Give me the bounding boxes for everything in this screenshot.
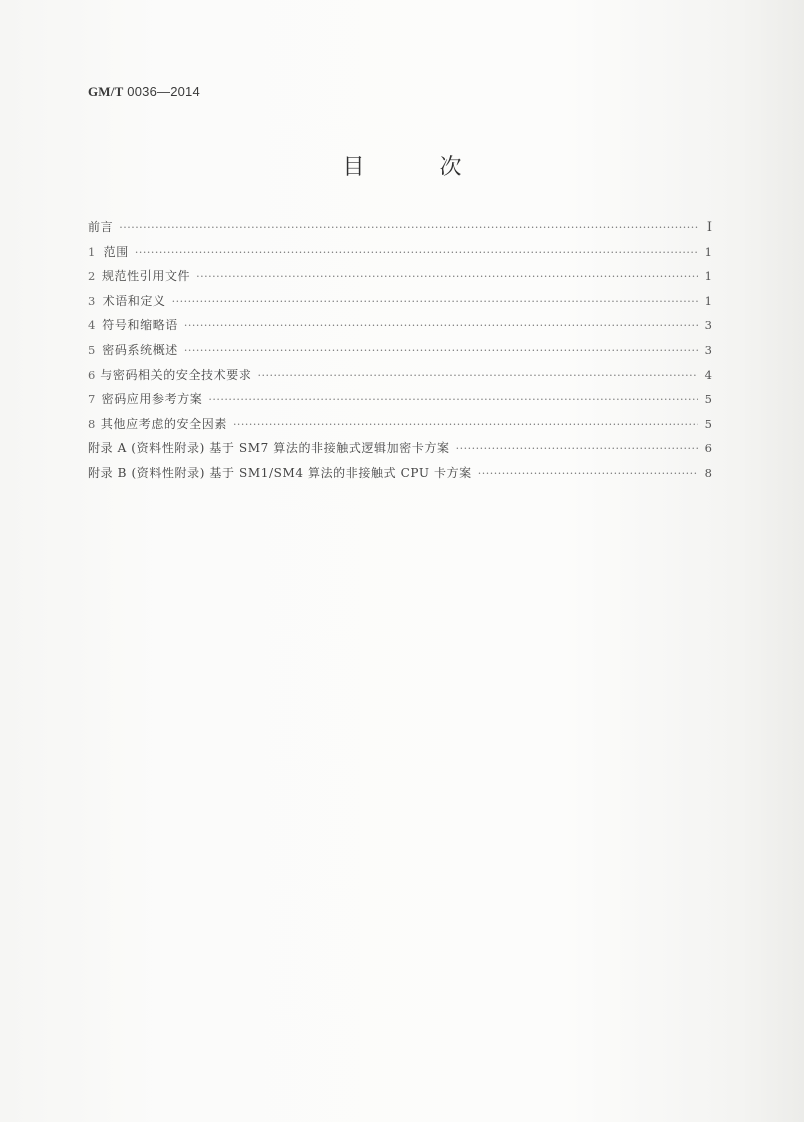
toc-entry-appendix-a[interactable] <box>88 439 712 464</box>
toc-entry-6[interactable] <box>88 366 712 391</box>
toc-entry-foreword[interactable] <box>88 218 712 243</box>
toc-entry-appendix-b[interactable] <box>88 464 712 489</box>
toc-entry-text: 附录 A (资料性附录) 基于 SM7 算法的非接触式逻辑加密卡方案 <box>88 441 450 456</box>
toc-entry-number: 1 <box>88 244 96 259</box>
toc-entry-text: 符号和缩略语 <box>102 318 178 333</box>
toc-leader-dots <box>184 319 698 332</box>
toc-entry-text: 规范性引用文件 <box>101 269 191 284</box>
toc-entry-number: 7 <box>88 392 96 407</box>
toc-entry-text: 范围 <box>103 244 129 259</box>
toc-leader-dots <box>184 344 698 357</box>
toc-entry-page: 3 <box>704 342 712 357</box>
standard-code-prefix: GM/T <box>88 84 124 99</box>
toc-leader-dots <box>172 295 698 308</box>
toc-entry-2[interactable] <box>88 267 712 292</box>
toc-entry-3[interactable] <box>88 292 712 317</box>
toc-entry-8[interactable] <box>88 415 712 440</box>
toc-leader-dots <box>233 418 698 431</box>
toc-entry-text: 密码系统概述 <box>102 342 178 357</box>
toc-entry-number: 3 <box>88 293 96 308</box>
toc-entry-page: 1 <box>704 269 712 284</box>
toc-entry-page: 4 <box>704 367 712 382</box>
toc-entry-page: Ⅰ <box>706 220 712 235</box>
toc-entry-4[interactable] <box>88 316 712 341</box>
standard-code-number: 0036—2014 <box>127 84 200 99</box>
toc-entry-text: 其他应考虑的安全因素 <box>100 416 227 431</box>
toc-entry-page: 5 <box>704 416 712 431</box>
toc-entry-1[interactable] <box>88 243 712 268</box>
toc-entry-number: 6 <box>88 367 96 382</box>
toc-entry-page: 6 <box>704 441 712 456</box>
toc-entry-number: 4 <box>88 318 96 333</box>
standard-code <box>88 84 200 100</box>
toc-leader-dots <box>478 467 698 480</box>
toc-leader-dots <box>208 393 698 406</box>
toc-entry-page: 1 <box>704 293 712 308</box>
toc-entry-text: 与密码相关的安全技术要求 <box>100 367 252 382</box>
toc-entry-number: 2 <box>88 269 96 284</box>
toc-leader-dots <box>135 246 698 259</box>
toc-title: 目 次 <box>342 155 496 180</box>
toc-entry-number: 5 <box>88 342 96 357</box>
toc-entry-text: 附录 B (资料性附录) 基于 SM1/SM4 算法的非接触式 CPU 卡方案 <box>88 465 472 480</box>
toc-leader-dots <box>456 442 698 455</box>
table-of-contents <box>88 218 712 489</box>
toc-entry-text: 前言 <box>88 220 114 234</box>
toc-entry-page: 1 <box>704 244 712 259</box>
toc-entry-page: 8 <box>704 465 712 480</box>
toc-entry-page: 3 <box>704 318 712 333</box>
toc-entry-page: 5 <box>704 392 712 407</box>
toc-leader-dots <box>257 369 698 382</box>
toc-entry-5[interactable] <box>88 341 712 366</box>
toc-entry-text: 术语和定义 <box>102 293 166 308</box>
toc-entry-7[interactable] <box>88 390 712 415</box>
toc-entry-text: 密码应用参考方案 <box>101 392 203 407</box>
toc-leader-dots <box>119 221 698 234</box>
toc-entry-number: 8 <box>88 416 96 431</box>
toc-leader-dots <box>196 270 698 283</box>
